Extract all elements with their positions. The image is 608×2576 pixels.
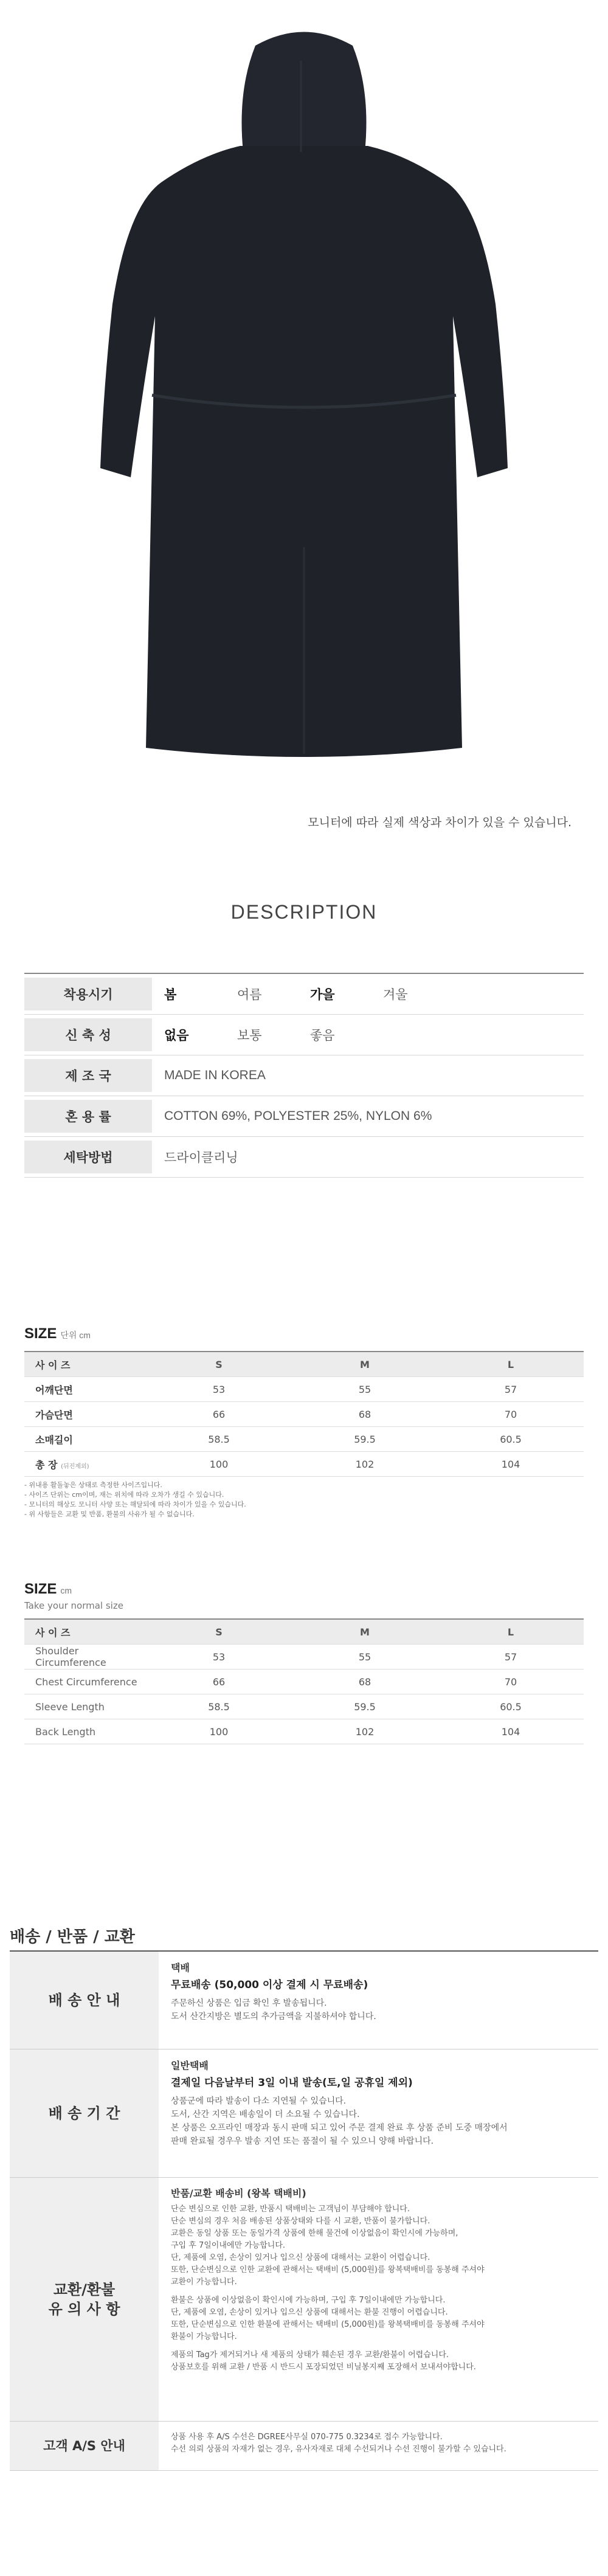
- cell-l: 70: [504, 1676, 517, 1688]
- delivery-row: [10, 1952, 598, 2049]
- delivery-line: 주문하신 상품은 입금 확인 후 발송됩니다.: [171, 1998, 327, 2008]
- table-row: [24, 1719, 584, 1744]
- table-row: [24, 1377, 584, 1402]
- exchange-line: 단순 변심의 경우 처음 배송된 상품상태와 다를 시 교환, 반품이 불가합니다.: [171, 2217, 430, 2226]
- row-label: 가슴단면: [35, 1409, 73, 1421]
- row-label-text: 총 장: [35, 1459, 58, 1471]
- shipping-table: [10, 1950, 598, 2471]
- season-label: 착용시기: [24, 978, 152, 1010]
- cell-m: 55: [358, 1383, 371, 1395]
- cell-s: 100: [209, 1458, 229, 1470]
- material-row: [24, 1096, 584, 1137]
- cell-l: 104: [501, 1458, 520, 1470]
- cell-m: 102: [355, 1458, 375, 1470]
- period-row: [10, 2049, 598, 2178]
- season-row: [24, 973, 584, 1015]
- size-header-m: M: [360, 1626, 370, 1638]
- product-photo: [0, 0, 608, 790]
- cell-s: 66: [212, 1408, 226, 1420]
- as-row: [10, 2422, 598, 2471]
- period-line: 상품군에 따라 발송이 다소 지연될 수 있습니다.: [171, 2096, 347, 2106]
- table-row: [24, 1452, 584, 1477]
- exchange-line: 또한, 단순변심으로 인한 환불에 관해서는 택배비 (5,000원)를 왕복택배비를 동봉해 주셔야: [171, 2320, 485, 2329]
- size-header-label: 사 이 즈: [35, 1626, 71, 1638]
- exchange-line: 또한, 단순변심으로 인한 교환에 관해서는 택배비 (5,000원)를 왕복택배비를 동봉해 주셔야: [171, 2265, 485, 2274]
- row-label-note: (뒤진제외): [61, 1463, 89, 1470]
- exchange-line: 단순 변심으로 인한 교환, 반품시 택배비는 고객님이 부담해야 합니다.: [171, 2205, 410, 2214]
- table-row: [24, 1402, 584, 1427]
- table-row: [24, 1670, 584, 1694]
- cell-s: 100: [209, 1725, 229, 1738]
- size-header-l: L: [507, 1358, 514, 1370]
- size-header-s: S: [215, 1626, 223, 1638]
- cell-m: 55: [358, 1651, 371, 1663]
- row-label: Chest Circumference: [35, 1676, 137, 1688]
- shipping-title: 배송 / 반품 / 교환: [10, 1928, 135, 1946]
- period-line: 본 상품은 오프라인 매장과 동시 판매 되고 있어 주문 결제 완료 후 상품 준비 도중 매장에서: [171, 2123, 508, 2133]
- exchange-line: 상품보호를 위해 교환 / 반품 시 반드시 포장되었던 비닐봉지째 포장해서 보내셔야합니다.: [171, 2363, 476, 2372]
- delivery-type: 택배: [171, 1962, 190, 1973]
- cell-s: 58.5: [208, 1701, 230, 1713]
- cell-l: 70: [504, 1408, 517, 1420]
- exchange-line: 교환이 가능합니다.: [171, 2277, 237, 2287]
- size-footnotes: [24, 1480, 246, 1519]
- delivery-line: 도서 산간지방은 별도의 추가금액을 지불하셔야 합니다.: [171, 2012, 376, 2022]
- exchange-type: 반품/교환 배송비 (왕복 택배비): [171, 2188, 306, 2199]
- stretch-label: 신 축 성: [24, 1018, 152, 1051]
- cell-l: 104: [501, 1725, 520, 1738]
- wash-label: 세탁방법: [24, 1141, 152, 1173]
- exchange-line: 환불이 가능합니다.: [171, 2332, 237, 2341]
- color-notice: 모니터에 따라 실제 색상과 차이가 있을 수 있습니다.: [308, 816, 572, 829]
- exchange-line: 제품의 Tag가 제거되거나 새 제품의 상태가 훼손된 경우 교환/환불이 어렵습니다.: [171, 2350, 449, 2360]
- period-type: 일반택배: [171, 2060, 209, 2071]
- size-header-label: 사 이 즈: [35, 1359, 71, 1371]
- exchange-line: 교환은 동일 상품 또는 동일가격 상품에 한해 물건에 이상없음이 확인시에 가능하며,: [171, 2229, 458, 2238]
- period-headline: 결제일 다음날부터 3일 이내 발송(토,일 공휴일 제외): [171, 2077, 413, 2089]
- season-autumn: 가을: [310, 987, 335, 1002]
- row-label: 어깨단면: [35, 1384, 73, 1396]
- row-label: [24, 1457, 146, 1471]
- origin-label: 제 조 국: [24, 1059, 152, 1092]
- hood: [242, 32, 367, 153]
- cell-s: 58.5: [208, 1433, 230, 1445]
- cell-s: 53: [212, 1651, 226, 1663]
- size-header-l: L: [507, 1626, 514, 1638]
- wash-value: 드라이클리닝: [164, 1151, 238, 1165]
- as-label: 고객 A/S 안내: [10, 2422, 159, 2470]
- as-line: 상품 사용 후 A/S 수선은 DGREE사무실 070-775 0.3234로 접수 가능합니다.: [171, 2433, 443, 2442]
- row-label: 소매길이: [35, 1434, 73, 1446]
- table-row: [24, 1645, 584, 1670]
- stretch-normal: 보통: [237, 1028, 262, 1043]
- exchange-line: 환불은 상품에 이상없음이 확인시에 가능하며, 구입 후 7일이내에만 가능합니다.: [171, 2296, 446, 2305]
- cell-l: 57: [504, 1651, 517, 1663]
- wash-row: [24, 1137, 584, 1178]
- cell-s: 53: [212, 1383, 226, 1395]
- period-line: 판매 완료될 경우우 발송 지연 또는 품절이 될 수 있으니 양해 바랍니다.: [171, 2136, 434, 2146]
- description-title: DESCRIPTION: [230, 901, 378, 923]
- cell-m: 59.5: [354, 1701, 376, 1713]
- cell-s: 66: [212, 1676, 226, 1688]
- size-unit: 단위 cm: [60, 1330, 91, 1340]
- material-value: COTTON 69%, POLYESTER 25%, NYLON 6%: [164, 1109, 432, 1123]
- exchange-label: 교환/환불 유 의 사 항: [10, 2178, 159, 2421]
- footnote: - 위내용 활돌놓은 상태로 측정한 사이즈입니다.: [24, 1481, 162, 1489]
- period-line: 도서, 산간 지역은 배송일이 더 소요될 수 있습니다.: [171, 2110, 360, 2119]
- size-header-row: [24, 1620, 584, 1645]
- table-row: [24, 1694, 584, 1719]
- size-header-row: [24, 1352, 584, 1377]
- table-row: [24, 1427, 584, 1452]
- size-table-kr: [24, 1351, 584, 1477]
- origin-value: MADE IN KOREA: [164, 1068, 266, 1082]
- season-spring: 봄: [164, 987, 177, 1002]
- exchange-line: 구입 후 7일이내에만 가능합니다.: [171, 2241, 286, 2250]
- size-unit: cm: [60, 1586, 72, 1595]
- exchange-row: [10, 2178, 598, 2422]
- cell-m: 68: [358, 1408, 371, 1420]
- cell-m: 68: [358, 1676, 371, 1688]
- size-title-kr: [24, 1325, 91, 1342]
- cell-m: 59.5: [354, 1433, 376, 1445]
- footnote: - 위 사항들은 교환 및 반품, 환불의 사유가 될 수 없습니다.: [24, 1510, 195, 1518]
- material-label: 혼 용 률: [24, 1100, 152, 1133]
- size-title-en: [24, 1581, 72, 1598]
- footnote: - 모니터의 해상도 모니터 사양 또는 해달되에 따라 차이가 있을 수 있습니다.: [24, 1500, 246, 1508]
- stretch-none: 없음: [164, 1028, 189, 1043]
- size-header-m: M: [360, 1358, 370, 1370]
- size-table-en: [24, 1618, 584, 1744]
- row-label: Sleeve Length: [35, 1701, 105, 1713]
- row-label: Back Length: [35, 1725, 96, 1738]
- size-header-s: S: [215, 1358, 223, 1370]
- period-label: 배 송 기 간: [10, 2049, 159, 2177]
- exchange-line: 단, 제품에 오염, 손상이 있거나 입으신 상품에 대해서는 환불 진행이 어렵습니다.: [171, 2308, 448, 2317]
- delivery-label: 배 송 안 내: [10, 1952, 159, 2049]
- delivery-headline: 무료배송 (50,000 이상 결제 시 무료배송): [171, 1979, 368, 1991]
- size-title-text: SIZE: [24, 1581, 57, 1597]
- cell-l: 57: [504, 1383, 517, 1395]
- cell-l: 60.5: [500, 1701, 522, 1713]
- size-title-text: SIZE: [24, 1325, 57, 1342]
- cell-l: 60.5: [500, 1433, 522, 1445]
- description-table: [24, 973, 584, 1178]
- exchange-line: 단, 제품에 오염, 손상이 있거나 입으신 상품에 대해서는 교환이 어렵습니다.: [171, 2253, 430, 2262]
- stretch-good: 좋음: [310, 1028, 335, 1043]
- season-summer: 여름: [237, 987, 262, 1002]
- row-label: Shoulder Circumference: [35, 1645, 106, 1668]
- cell-m: 102: [355, 1725, 375, 1738]
- footnote: - 사이즈 단위는 cm이며, 재는 위치에 따라 오차가 생길 수 있습니다.: [24, 1491, 224, 1499]
- as-line: 수선 의뢰 상품의 자재가 없는 경우, 유사자재로 대체 수선되거나 수선 진행이 불가할 수 있습니다.: [171, 2445, 506, 2454]
- stretch-row: [24, 1015, 584, 1055]
- origin-row: [24, 1055, 584, 1096]
- size-subtitle: Take your normal size: [24, 1600, 123, 1611]
- season-winter: 겨울: [383, 987, 408, 1002]
